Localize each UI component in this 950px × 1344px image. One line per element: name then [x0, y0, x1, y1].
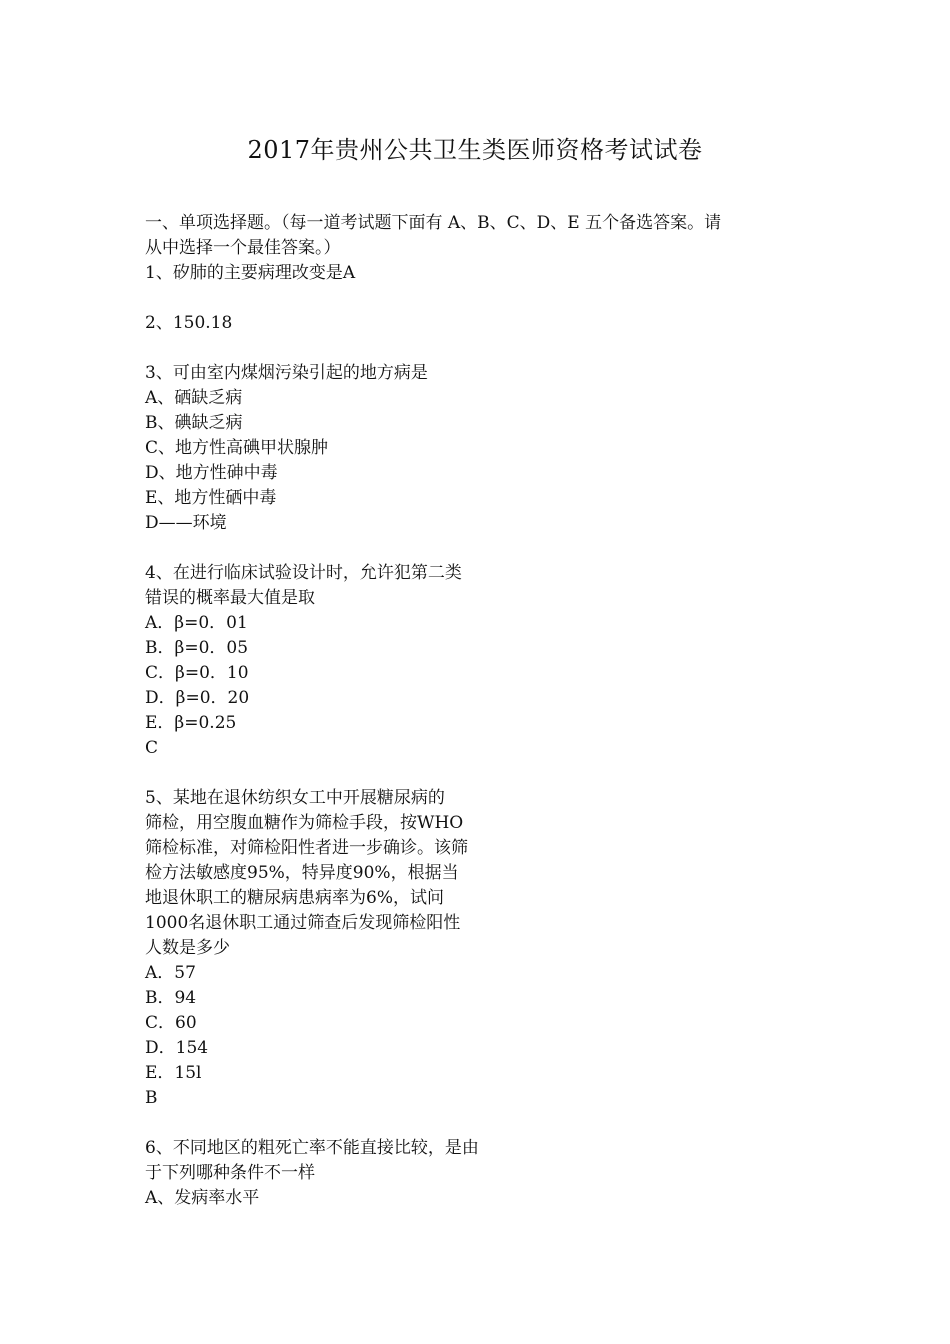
- spacer: [145, 286, 815, 311]
- question-4-stem-line-1: 4、在进行临床试验设计时，允许犯第二类: [145, 563, 462, 583]
- question-4-option-a: A．β=0．01: [145, 613, 248, 633]
- question-6-stem-line-1: 6、不同地区的粗死亡率不能直接比较，是由: [145, 1138, 479, 1158]
- question-5-stem-line-1: 5、某地在退休纺织女工中开展糖尿病的: [145, 788, 445, 808]
- question-4-answer: C: [145, 738, 159, 758]
- spacer: [145, 536, 815, 561]
- question-6-option-a: A、发病率水平: [145, 1188, 260, 1208]
- question-4-option-b: B．β=0．05: [145, 638, 249, 658]
- question-4-option-d: D．β=0．20: [145, 688, 250, 708]
- question-3-option-e: E、地方性硒中毒: [145, 488, 277, 508]
- spacer: [145, 761, 815, 786]
- question-5-stem-line-4: 检方法敏感度95%，特异度90%，根据当: [145, 863, 459, 883]
- question-6-stem-line-2: 于下列哪种条件不一样: [145, 1163, 315, 1183]
- page-title: 2017年贵州公共卫生类医师资格考试试卷: [247, 136, 703, 164]
- question-5-stem-line-5: 地退休职工的糖尿病患病率为6%，试问: [145, 888, 444, 908]
- section-heading-line-2: 从中选择一个最佳答案。）: [145, 238, 341, 258]
- question-5-option-a: A．57: [145, 963, 196, 983]
- question-4: [145, 561, 815, 761]
- question-6: [145, 1136, 815, 1211]
- question-3: [145, 361, 815, 536]
- question-2: 2、150.18: [145, 313, 233, 333]
- question-5: [145, 786, 815, 1111]
- question-5-stem-line-3: 筛检标准，对筛检阳性者进一步确诊。该筛: [145, 838, 468, 858]
- question-5-option-c: C．60: [145, 1013, 197, 1033]
- question-5-stem-line-7: 人数是多少: [145, 938, 230, 958]
- question-3-option-a: A、硒缺乏病: [145, 388, 243, 408]
- question-4-option-c: C．β=0．10: [145, 663, 249, 683]
- question-1: 1、矽肺的主要病理改变是A: [145, 263, 356, 283]
- question-5-option-b: B．94: [145, 988, 197, 1008]
- section-heading-line-1: 一、单项选择题。（每一道考试题下面有 A、B、C、D、E 五个备选答案。请: [145, 213, 722, 233]
- question-4-option-e: E．β=0.25: [145, 713, 237, 733]
- question-5-stem-line-6: 1000名退休职工通过筛查后发现筛检阳性: [145, 913, 461, 933]
- question-5-answer: B: [145, 1088, 158, 1108]
- question-3-option-d: D、地方性砷中毒: [145, 463, 278, 483]
- spacer: [145, 336, 815, 361]
- question-3-option-c: C、地方性高碘甲状腺肿: [145, 438, 329, 458]
- question-3-stem: 3、可由室内煤烟污染引起的地方病是: [145, 363, 428, 383]
- question-4-stem-line-2: 错误的概率最大值是取: [145, 588, 315, 608]
- question-3-option-b: B、碘缺乏病: [145, 413, 243, 433]
- question-5-option-e: E．15l: [145, 1063, 202, 1083]
- question-5-stem-line-2: 筛检，用空腹血糖作为筛检手段，按WHO: [145, 813, 464, 833]
- question-5-option-d: D．154: [145, 1038, 209, 1058]
- spacer: [145, 1111, 815, 1136]
- document-body: [145, 211, 815, 1211]
- question-3-answer: D——环境: [145, 513, 227, 533]
